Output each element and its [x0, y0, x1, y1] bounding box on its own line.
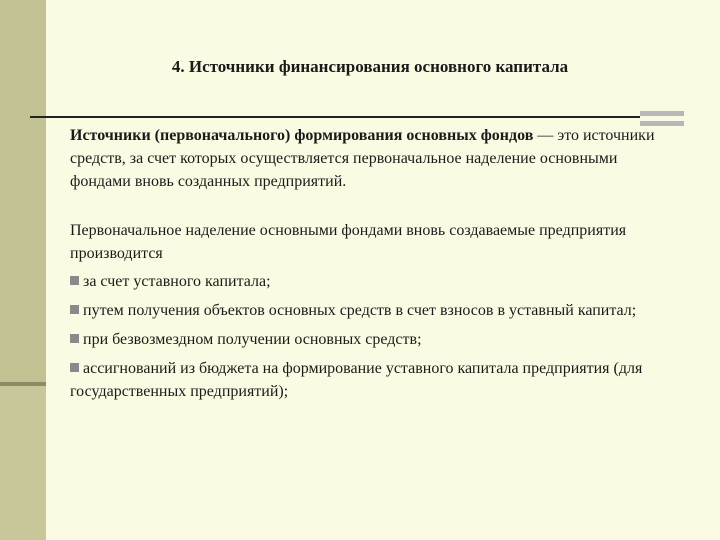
intro-paragraph: Первоначальное наделение основными фондами вновь создаваемые предприятия производится — [70, 222, 627, 262]
bullet-text: путем получения объектов основных средств в счет взносов в уставный капитал; — [83, 302, 637, 319]
slide-content — [70, 124, 670, 409]
left-decor-divider — [0, 382, 46, 386]
square-bullet-icon — [70, 334, 79, 343]
square-bullet-icon — [70, 363, 79, 372]
definition-paragraph — [70, 124, 670, 193]
bullet-item — [70, 270, 670, 293]
square-bullet-icon — [70, 305, 79, 314]
bullet-item — [70, 328, 670, 351]
definition-text: — это источники средств, за счет которых осуществляется первоначальное наделение основными фондами вновь созданных предприятий. — [70, 127, 655, 190]
bullet-text: ассигнований из бюджета на формирование уставного капитала предприятия (для государственных предприятий); — [70, 360, 643, 400]
square-bullet-icon — [70, 276, 79, 285]
decor-gray-bar-top — [640, 111, 684, 116]
slide-title: 4. Источники финансирования основного капитала — [171, 57, 569, 76]
definition-term: Источники (первоначального) формирования основных фондов — [70, 127, 534, 144]
title-rule — [30, 116, 640, 118]
left-decor-band-upper — [0, 0, 46, 382]
bullet-text: за счет уставного капитала; — [83, 273, 271, 290]
bullet-text: при безвозмездном получении основных средств; — [83, 331, 422, 348]
bullet-item — [70, 299, 670, 322]
bullet-item — [70, 357, 670, 403]
